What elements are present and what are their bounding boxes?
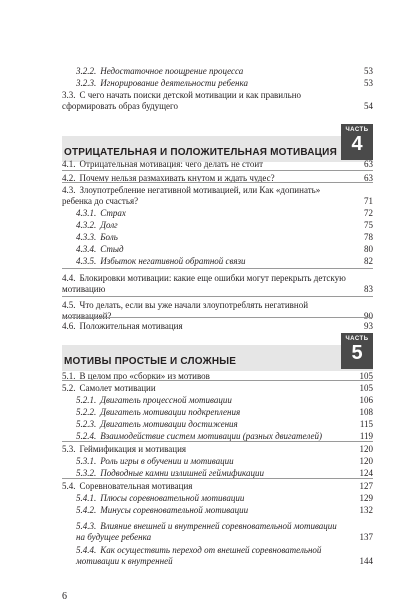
toc-entry-page: 144	[359, 556, 373, 566]
toc-entry	[62, 159, 373, 170]
toc-entry-title: Соревновательная мотивация	[79, 481, 193, 491]
toc-entry-number: 4.5.	[62, 300, 76, 310]
toc-entry-number: 3.2.3.	[76, 78, 97, 88]
toc-entry-number: 5.4.3.	[76, 521, 97, 531]
toc-entry-title: Плюсы соревновательной мотивации	[100, 493, 245, 503]
toc-entry-number: 4.2.	[62, 173, 76, 183]
part-number: 5	[351, 342, 363, 364]
divider	[62, 170, 373, 171]
toc-entry	[62, 456, 373, 467]
toc-entry	[62, 419, 373, 430]
toc-entry-number: 4.3.1.	[76, 208, 97, 218]
toc-entry-number: 5.2.	[62, 383, 76, 393]
toc-entry-title: Двигатель процессной мотивации	[100, 395, 232, 405]
toc-entry-page: 78	[364, 232, 373, 242]
toc-entry-number: 5.2.4.	[76, 431, 97, 441]
toc-entry-number: 5.4.2.	[76, 505, 97, 515]
part-title: ОТРИЦАТЕЛЬНАЯ И ПОЛОЖИТЕЛЬНАЯ МОТИВАЦИЯ	[64, 147, 337, 158]
toc-entry-page: 72	[364, 208, 373, 218]
toc-entry-title: Что делать, если вы уже начали злоупотреблять негативной мотивацией?	[62, 300, 309, 321]
toc-entry-page: 53	[364, 66, 373, 76]
toc-entry-page: 105	[359, 371, 373, 381]
toc-entry	[62, 321, 373, 332]
toc-entry-title: Почему нельзя размахивать кнутом и ждать чудес?	[79, 173, 275, 183]
toc-entry-page: 115	[359, 419, 373, 429]
toc-entry-title: Стыд	[100, 244, 124, 254]
toc-entry-title: Геймификация и мотивация	[79, 444, 187, 454]
part-number-box	[341, 333, 373, 369]
toc-entry-number: 5.4.1.	[76, 493, 97, 503]
toc-entry-page: 82	[364, 256, 373, 266]
part-number: 4	[351, 133, 363, 155]
toc-entry-page: 129	[359, 493, 373, 503]
toc-entry	[62, 300, 373, 322]
toc-entry	[62, 521, 373, 543]
divider	[62, 441, 373, 442]
toc-entry-page: 93	[364, 321, 373, 331]
toc-entry-page: 132	[359, 505, 373, 515]
toc-entry-number: 5.4.	[62, 481, 76, 491]
part-title: МОТИВЫ ПРОСТЫЕ И СЛОЖНЫЕ	[64, 356, 237, 367]
toc-entry-title: Страх	[100, 208, 126, 218]
toc-entry-page: 127	[359, 481, 373, 491]
toc-entry-number: 4.4.	[62, 273, 76, 283]
toc-entry-title: Долг	[100, 220, 118, 230]
toc-entry	[62, 493, 373, 504]
toc-entry-title: Двигатель мотивации достижения	[100, 419, 238, 429]
toc-entry-title: Взаимодействие систем мотивации (разных двигателей)	[100, 431, 322, 441]
toc-entry	[62, 395, 373, 406]
toc-entry	[62, 244, 373, 255]
toc-entry	[62, 78, 373, 89]
toc-entry-page: 124	[359, 468, 373, 478]
toc-entry-number: 5.1.	[62, 371, 76, 381]
part-header	[62, 345, 373, 371]
toc-entry-number: 5.3.1.	[76, 456, 97, 466]
toc-entry-page: 137	[359, 532, 373, 542]
toc-entry-number: 3.3.	[62, 90, 76, 100]
toc-entry	[62, 256, 373, 267]
toc-entry-title: Игнорирование деятельности ребенка	[100, 78, 248, 88]
toc-entry-number: 4.6.	[62, 321, 76, 331]
toc-entry-title: Блокировки мотивации: какие еще ошибки могут перекрыть детскую мотивацию	[62, 273, 346, 294]
part-label: ЧАСТЬ	[345, 127, 369, 133]
toc-entry-page: 108	[359, 407, 373, 417]
toc-entry	[62, 273, 373, 295]
toc-entry	[62, 220, 373, 231]
toc-entry-number: 4.3.5.	[76, 256, 97, 266]
toc-entry-title: Роль игры в обучении и мотивации	[100, 456, 234, 466]
toc-entry	[62, 444, 373, 455]
toc-entry	[62, 208, 373, 219]
toc-entry-page: 71	[364, 196, 373, 206]
toc-entry-number: 4.3.4.	[76, 244, 97, 254]
divider	[62, 268, 373, 269]
part-number-box	[341, 124, 373, 160]
toc-entry-number: 5.4.4.	[76, 545, 97, 555]
toc-entry-number: 4.3.	[62, 185, 76, 195]
toc-entry-title: Влияние внешней и внутренней соревновательной мотивации на будущее ребенка	[76, 521, 337, 542]
toc-entry	[62, 545, 373, 567]
toc-entry-title: Боль	[100, 232, 118, 242]
toc-entry-number: 5.2.2.	[76, 407, 97, 417]
toc-entry-page: 119	[359, 431, 373, 441]
toc-entry	[62, 66, 373, 77]
toc-entry-title: Злоупотребление негативной мотивацией, или Как «допинать» ребенка до счастья?	[62, 185, 321, 206]
toc-entry-title: Положительная мотивация	[79, 321, 183, 331]
toc-entry-title: Отрицательная мотивация: чего делать не стоит	[79, 159, 264, 169]
toc-entry-page: 106	[359, 395, 373, 405]
toc-entry-number: 3.2.2.	[76, 66, 97, 76]
toc-entry-title: Подводные камни излишней геймификации	[100, 468, 264, 478]
toc-entry-title: Двигатель мотивации подкрепления	[100, 407, 241, 417]
toc-entry-page: 120	[359, 444, 373, 454]
toc-entry-page: 120	[359, 456, 373, 466]
toc-entry-number: 4.3.2.	[76, 220, 97, 230]
divider	[62, 478, 373, 479]
toc-entry-page: 83	[364, 284, 373, 294]
divider	[62, 182, 373, 183]
toc-entry-title: С чего начать поиски детской мотивации и как правильно сформировать образ будущего	[62, 90, 302, 111]
toc-entry-page: 53	[364, 78, 373, 88]
toc-entry-title: Избыток негативной обратной связи	[100, 256, 246, 266]
divider	[62, 380, 373, 381]
toc-entry-page: 80	[364, 244, 373, 254]
toc-entry-number: 4.3.3.	[76, 232, 97, 242]
toc-entry-page: 90	[364, 311, 373, 321]
toc-entry-number: 5.2.1.	[76, 395, 97, 405]
divider	[62, 296, 373, 297]
toc-entry-number: 5.2.3.	[76, 419, 97, 429]
toc-entry-page: 63	[364, 159, 373, 169]
toc-entry-title: Минусы соревновательной мотивации	[100, 505, 249, 515]
toc-entry	[62, 185, 373, 207]
toc-entry-title: Недостаточное поощрение процесса	[100, 66, 244, 76]
part-label: ЧАСТЬ	[345, 336, 369, 342]
toc-entry-title: Как осуществить переход от внешней соревновательной мотивации к внутренней	[76, 545, 322, 566]
toc-entry	[62, 505, 373, 516]
toc-entry-page: 75	[364, 220, 373, 230]
toc-entry-number: 5.3.2.	[76, 468, 97, 478]
toc-entry-number: 5.3.	[62, 444, 76, 454]
page-number: 6	[62, 591, 67, 602]
toc-entry-page: 54	[364, 101, 373, 111]
toc-entry	[62, 407, 373, 418]
divider	[62, 317, 373, 318]
toc-entry-title: В целом про «сборки» из мотивов	[79, 371, 210, 381]
toc-entry	[62, 481, 373, 492]
toc-entry	[62, 232, 373, 243]
toc-entry	[62, 90, 373, 112]
toc-entry-page: 63	[364, 173, 373, 183]
toc-entry-page: 105	[359, 383, 373, 393]
toc-entry	[62, 383, 373, 394]
toc-entry-title: Самолет мотивации	[79, 383, 156, 393]
toc-entry-number: 4.1.	[62, 159, 76, 169]
